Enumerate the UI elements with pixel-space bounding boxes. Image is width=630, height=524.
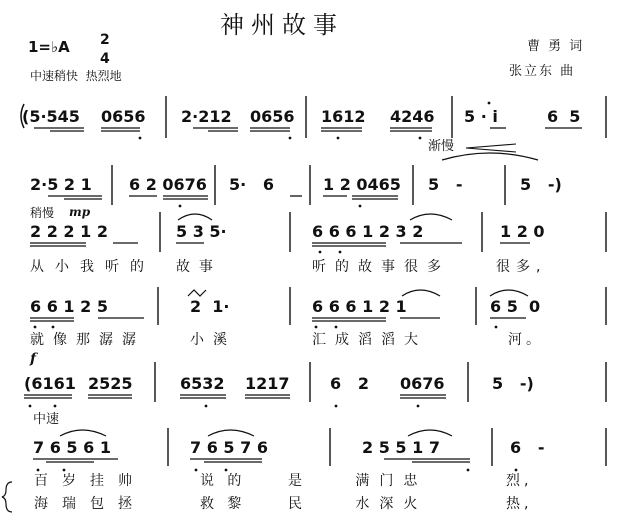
notes: 1 2 0 xyxy=(500,222,545,241)
lyric: 烈, xyxy=(506,473,533,489)
decrescendo-hairpin xyxy=(466,144,516,152)
lyric: 就像那潺潺 xyxy=(30,332,145,348)
notes: 0656 xyxy=(101,107,146,126)
notes: 0656 xyxy=(250,107,295,126)
dynamic-mark: mp xyxy=(69,205,91,219)
lyric: 很多, xyxy=(496,259,547,275)
notes: 5 - xyxy=(428,175,463,194)
lyric: 河。 xyxy=(508,332,544,348)
notes: (5·545 xyxy=(22,107,80,126)
notes: 5 · i xyxy=(464,107,498,126)
notes: 0676 xyxy=(400,374,445,393)
notes: 5 -) xyxy=(492,374,534,393)
notes: 1612 xyxy=(321,107,366,126)
ties-and-slurs xyxy=(2,153,541,512)
lyric: 是 满门忠 xyxy=(288,473,428,489)
notes: 5 3 5· xyxy=(176,222,227,241)
tempo-annotation: 渐慢 xyxy=(428,139,455,154)
lyric: 百岁挂帅 xyxy=(34,473,146,489)
notes: 2 1· xyxy=(190,297,230,316)
notes: 7 6 5 6 1 xyxy=(33,438,111,457)
lyric: 海瑞包拯 xyxy=(34,496,146,512)
notes: 1217 xyxy=(245,374,290,393)
time-signature-top: 2 xyxy=(100,32,110,48)
octave-dots xyxy=(29,102,518,472)
tempo-annotation: 中速 xyxy=(33,412,60,427)
notes: 6 6 1 2 5 xyxy=(30,297,108,316)
lyric: 故 事 xyxy=(176,259,213,275)
notes: 6 6 6 1 2 1 xyxy=(312,297,407,316)
notes: 2·212 xyxy=(181,107,232,126)
notes: 6 - xyxy=(510,438,545,457)
notes: 2·5 2 1 xyxy=(30,175,92,194)
notes: 6 2 xyxy=(330,374,369,393)
notes: 4246 xyxy=(390,107,435,126)
lyric: 小溪 xyxy=(190,332,236,348)
notes: 5· 6 xyxy=(229,175,275,194)
notes: 6 2 0676 xyxy=(129,175,207,194)
lyric: 从小我听的 xyxy=(30,259,155,275)
tempo-annotation: 稍慢 xyxy=(30,206,55,220)
notes: 1 2 0465 xyxy=(323,175,401,194)
time-signature-bottom: 4 xyxy=(100,51,110,67)
notes: 5 -) xyxy=(520,175,562,194)
notes: 6 5 xyxy=(547,107,581,126)
bar-lines xyxy=(112,96,606,466)
lyricist-credit: 曹 勇 词 xyxy=(527,39,585,54)
notes: 6 5 0 xyxy=(490,297,541,316)
notes: 2525 xyxy=(88,374,133,393)
notes: 7 6 5 7 6 xyxy=(190,438,268,457)
notes: 2 5 5 1 7 xyxy=(362,438,440,457)
notes: 6 6 6 1 2 3 2 xyxy=(312,222,424,241)
lyric: 说 的 xyxy=(200,473,242,489)
notes: 6532 xyxy=(180,374,225,393)
composer-credit: 张立东 曲 xyxy=(509,64,576,79)
beams xyxy=(24,128,582,462)
lyric: 汇成滔滔大 xyxy=(312,332,427,348)
lyric: 救 黎 xyxy=(200,496,242,512)
lyric: 听的故事很多 xyxy=(312,259,450,275)
notes: 2 2 2 1 2 xyxy=(30,222,108,241)
key-signature: 1=♭A xyxy=(28,38,70,56)
lyric: 热, xyxy=(506,496,533,512)
dynamic-mark: f xyxy=(30,351,37,367)
song-title: 神州故事 xyxy=(220,11,344,39)
lyric: 民 水深火 xyxy=(288,496,428,512)
tempo-marking: 中速稍快 热烈地 xyxy=(30,69,122,83)
opening-parens xyxy=(21,104,24,128)
notes: (6161 xyxy=(24,374,76,393)
